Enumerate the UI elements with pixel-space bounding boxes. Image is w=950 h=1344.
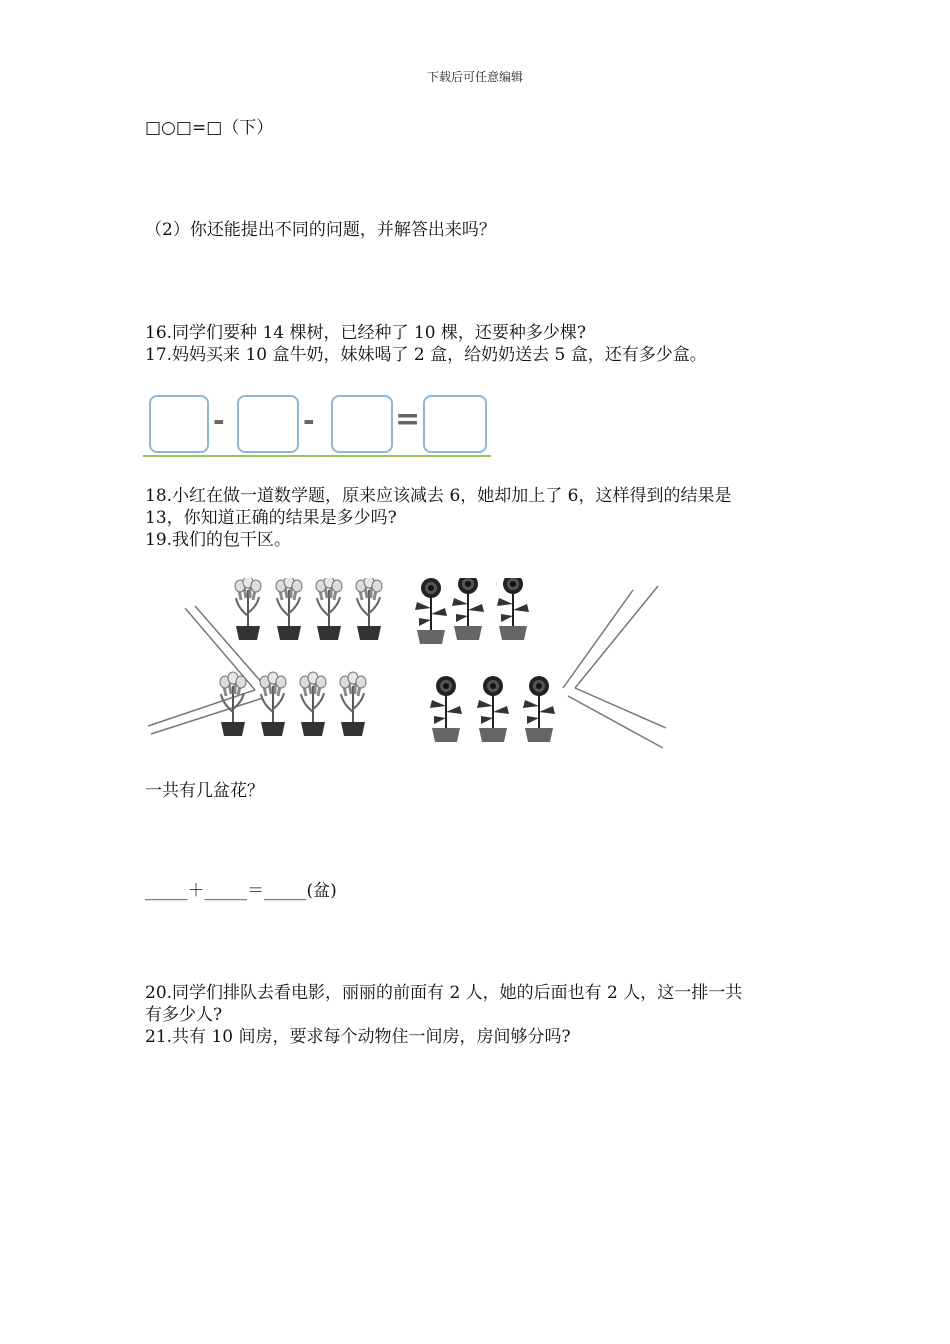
rose-pot bbox=[430, 676, 462, 742]
path-line bbox=[151, 698, 263, 734]
how-many-question: 一共有几盆花？ bbox=[145, 781, 264, 801]
equation-box-2 bbox=[237, 395, 299, 453]
page-header-note: 下载后可任意编辑 bbox=[426, 70, 523, 84]
tulip-pot bbox=[356, 578, 382, 640]
tulip-pot bbox=[260, 672, 286, 736]
question-2: （2）你还能提出不同的问题，并解答出来吗？ bbox=[145, 220, 496, 240]
rose-pot bbox=[452, 578, 484, 640]
equation-figure bbox=[143, 390, 493, 460]
equation-box-3 bbox=[331, 395, 393, 453]
path-line bbox=[568, 696, 663, 748]
minus-sign-2: - bbox=[303, 404, 315, 437]
question-17: 17.妈妈买来 10 盒牛奶，妹妹喝了 2 盒，给奶奶送去 5 盒，还有多少盒。 bbox=[145, 345, 707, 365]
flower-area-figure bbox=[143, 578, 673, 753]
question-18-line-1: 18.小红在做一道数学题，原来应该减去 6，她却加上了 6，这样得到的结果是 bbox=[145, 486, 732, 506]
question-21: 21.共有 10 间房，要求每个动物住一间房，房间够分吗? bbox=[145, 1027, 571, 1047]
path-line bbox=[195, 606, 263, 684]
minus-sign-1: - bbox=[213, 404, 225, 437]
tulip-pot bbox=[316, 578, 342, 640]
question-20-line-1: 20.同学们排队去看电影，丽丽的前面有 2 人，她的后面也有 2 人，这一排一共 bbox=[145, 983, 743, 1003]
question-20-line-2: 有多少人? bbox=[145, 1005, 223, 1025]
equation-box-1 bbox=[149, 395, 209, 453]
rose-pot bbox=[477, 676, 509, 742]
rose-pot bbox=[415, 578, 447, 644]
rose-pot bbox=[523, 676, 555, 742]
tulip-pot bbox=[235, 578, 261, 640]
equation-box-4 bbox=[423, 395, 487, 453]
answer-blank-equation: _____＋_____＝_____(盆) bbox=[145, 881, 337, 901]
formula-line: □○□=□（下） bbox=[145, 118, 274, 138]
tulip-pot bbox=[300, 672, 326, 736]
question-16: 16.同学们要种 14 棵树，已经种了 10 棵，还要种多少棵? bbox=[145, 323, 587, 343]
tulip-pot bbox=[340, 672, 366, 736]
question-19: 19.我们的包干区。 bbox=[145, 530, 292, 550]
rose-pot bbox=[497, 578, 529, 640]
path-line bbox=[563, 590, 633, 688]
equals-sign: = bbox=[395, 402, 421, 437]
path-line bbox=[575, 586, 658, 688]
tulip-pot bbox=[276, 578, 302, 640]
question-18-line-2: 13，你知道正确的结果是多少吗? bbox=[145, 508, 397, 528]
green-underline bbox=[143, 455, 491, 457]
